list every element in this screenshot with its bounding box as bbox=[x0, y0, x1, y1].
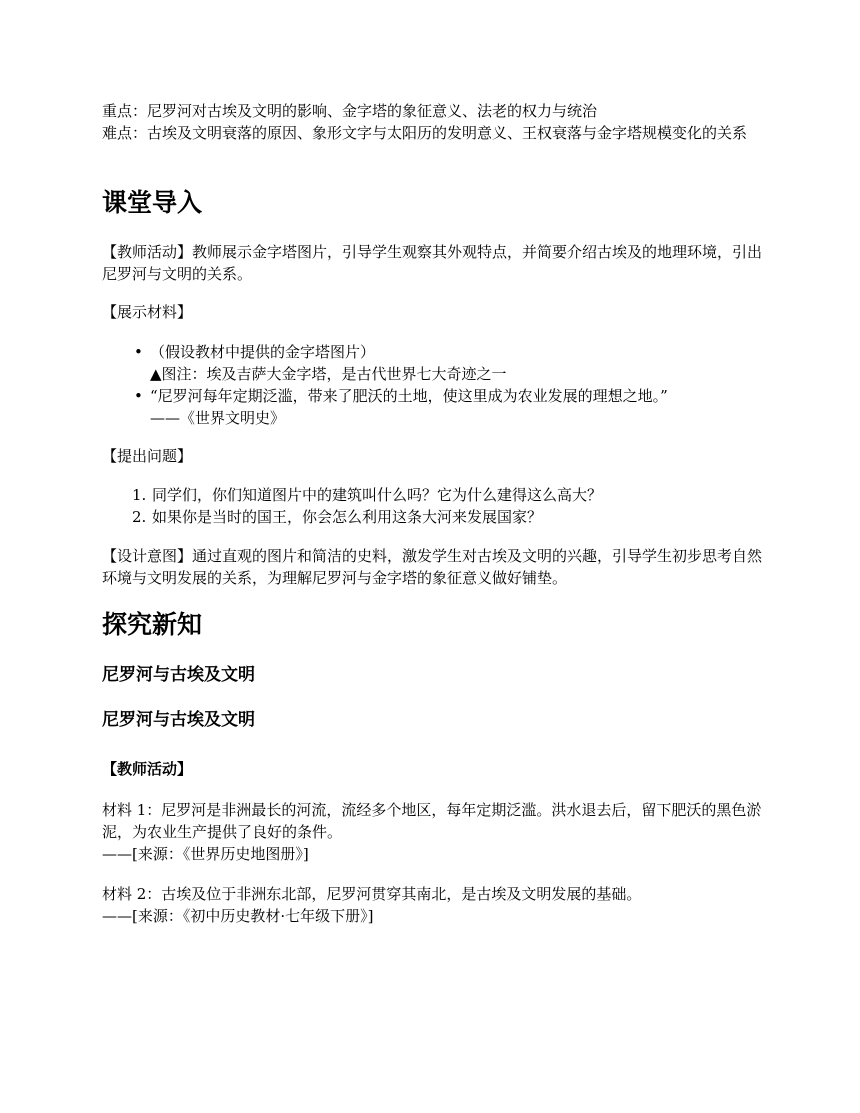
list-item bbox=[132, 484, 762, 506]
material-image-placeholder: （假设教材中提供的金字塔图片） bbox=[150, 343, 376, 361]
bullet-icon: • bbox=[134, 343, 143, 361]
image-caption: ▲图注：埃及吉萨大金字塔，是古代世界七大奇迹之一 bbox=[150, 365, 507, 383]
material-1-source: ——[来源：《世界历史地图册》] bbox=[102, 845, 309, 863]
section-subheading: 尼罗河与古埃及文明 bbox=[102, 665, 255, 685]
intro-teacher-activity: 【教师活动】教师展示金字塔图片，引导学生观察其外观特点，并简要介绍古埃及的地理环境，引出尼罗河与文明的关系。 bbox=[102, 243, 763, 283]
intro-heading: 课堂导入 bbox=[102, 188, 203, 217]
bullet-icon: • bbox=[134, 387, 143, 405]
difficult-points-text: 难点：古埃及文明衰落的原因、象形文字与太阳历的发明意义、王权衰落与金字塔规模变化的关系 bbox=[102, 124, 748, 142]
list-item bbox=[134, 341, 764, 385]
material-quote: “尼罗河每年定期泛滥，带来了肥沃的土地，使这里成为农业发展的理想之地。” bbox=[150, 387, 668, 405]
quote-source: ——《世界文明史》 bbox=[150, 409, 286, 427]
list-item bbox=[134, 385, 764, 429]
section-subheading: 尼罗河与古埃及文明 bbox=[102, 710, 255, 730]
design-intent-text: 【设计意图】通过直观的图片和简洁的史料，激发学生对古埃及文明的兴趣，引导学生初步思考自然环境与文明发展的关系，为理解尼罗河与金字塔的象征意义做好铺垫。 bbox=[102, 547, 763, 587]
teacher-activity-label: 【教师活动】 bbox=[102, 760, 193, 778]
question-number: 1. bbox=[132, 486, 147, 504]
explore-heading: 探究新知 bbox=[102, 610, 203, 639]
material-2-source: ——[来源：《初中历史教材·七年级下册》] bbox=[102, 907, 374, 925]
question-text: 同学们，你们知道图片中的建筑叫什么吗？它为什么建得这么高大？ bbox=[152, 486, 603, 504]
question-number: 2. bbox=[132, 508, 147, 526]
material-1-text: 材料 1：尼罗河是非洲最长的河流，流经多个地区，每年定期泛滥。洪水退去后，留下肥沃的黑色淤泥，为农业生产提供了良好的条件。 bbox=[102, 801, 762, 841]
material-2-text: 材料 2：古埃及位于非洲东北部，尼罗河贯穿其南北，是古埃及文明发展的基础。 bbox=[102, 885, 642, 903]
list-item bbox=[132, 506, 762, 528]
questions-label: 【提出问题】 bbox=[102, 447, 193, 465]
materials-label: 【展示材料】 bbox=[102, 303, 193, 321]
key-points-text: 重点：尼罗河对古埃及文明的影响、金字塔的象征意义、法老的权力与统治 bbox=[102, 102, 598, 120]
question-text: 如果你是当时的国王，你会怎么利用这条大河来发展国家？ bbox=[152, 508, 543, 526]
